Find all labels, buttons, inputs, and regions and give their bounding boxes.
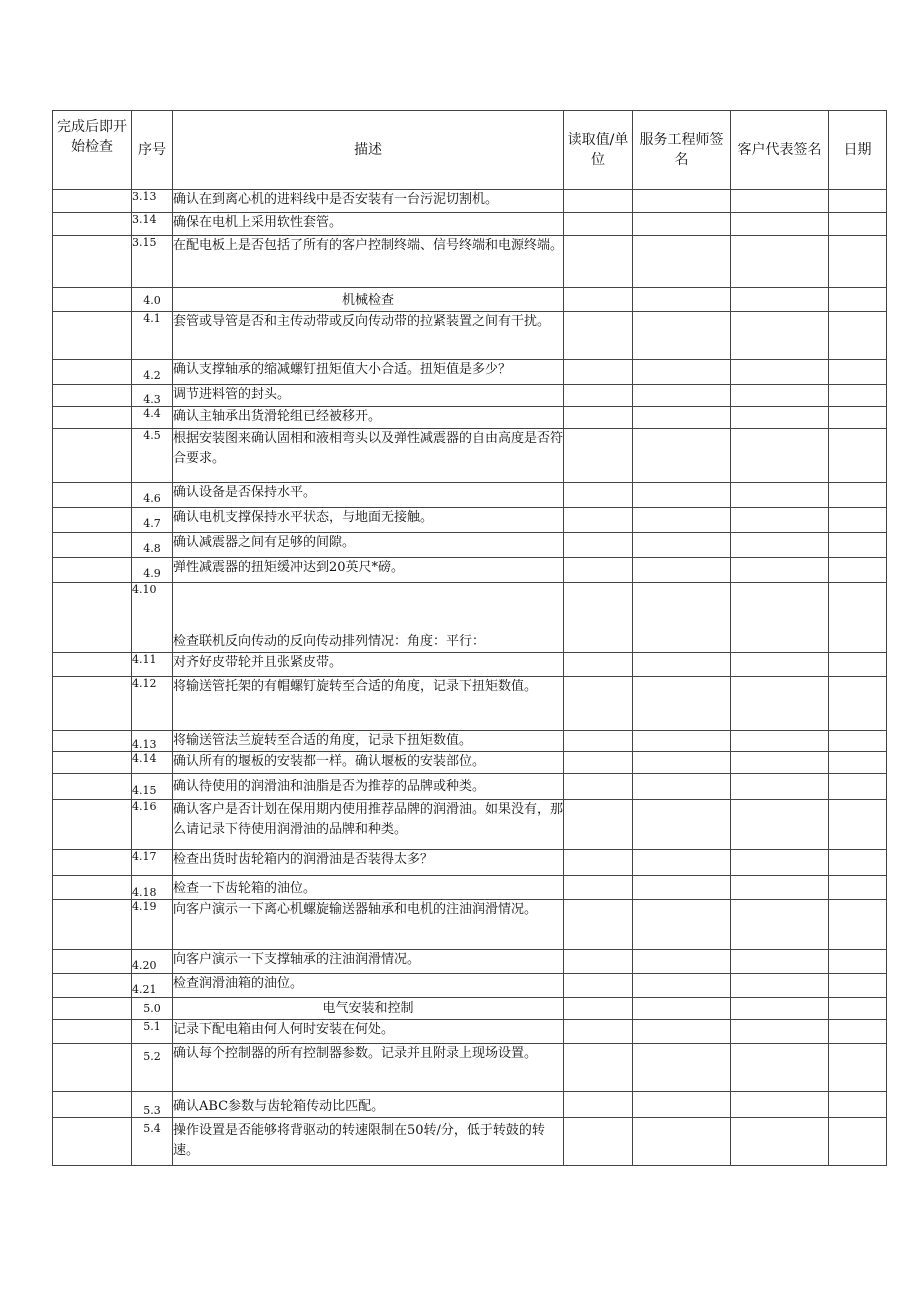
blank-cell <box>564 533 633 558</box>
table-row <box>53 385 887 407</box>
blank-cell <box>829 1092 887 1118</box>
row-number: 5.2 <box>132 1044 173 1092</box>
blank-cell <box>564 950 633 974</box>
blank-cell <box>731 677 829 731</box>
row-number: 4.16 <box>132 800 173 850</box>
blank-cell <box>53 1118 132 1166</box>
table-row <box>53 974 887 998</box>
row-number: 4.7 <box>132 508 173 533</box>
blank-cell <box>53 213 132 236</box>
row-description: 确认支撑轴承的缩减螺钉扭矩值大小合适。扭矩值是多少？ <box>173 360 564 385</box>
blank-cell <box>564 407 633 429</box>
header-date: 日期 <box>829 111 887 190</box>
blank-cell <box>731 533 829 558</box>
blank-cell <box>564 385 633 407</box>
row-number: 5.3 <box>132 1092 173 1118</box>
row-description: 确认ABC参数与齿轮箱传动比匹配。 <box>173 1092 564 1118</box>
row-number: 4.19 <box>132 900 173 950</box>
blank-cell <box>829 677 887 731</box>
table-row <box>53 900 887 950</box>
blank-cell <box>633 407 731 429</box>
row-description: 检查润滑油箱的油位。 <box>173 974 564 998</box>
blank-cell <box>829 876 887 900</box>
blank-cell <box>829 1044 887 1092</box>
blank-cell <box>633 950 731 974</box>
row-description: 确认待使用的润滑油和油脂是否为推荐的品牌或种类。 <box>173 774 564 800</box>
table-row <box>53 312 887 360</box>
row-description: 对齐好皮带轮并且张紧皮带。 <box>173 653 564 677</box>
blank-cell <box>564 1044 633 1092</box>
row-description: 向客户演示一下离心机螺旋输送器轴承和电机的注油润滑情况。 <box>173 900 564 950</box>
header-customer-sign: 客户代表签名 <box>731 111 829 190</box>
row-description: 确保在电机上采用软性套管。 <box>173 213 564 236</box>
row-number: 4.17 <box>132 850 173 876</box>
row-description: 根据安装图来确认固相和液相弯头以及弹性减震器的自由高度是否符合要求。 <box>173 429 564 483</box>
table-header-row <box>53 111 887 190</box>
row-number: 4.8 <box>132 533 173 558</box>
row-description: 检查一下齿轮箱的油位。 <box>173 876 564 900</box>
blank-cell <box>53 950 132 974</box>
blank-cell <box>633 385 731 407</box>
blank-cell <box>564 731 633 752</box>
blank-cell <box>564 850 633 876</box>
header-seq: 序号 <box>132 111 173 190</box>
blank-cell <box>53 800 132 850</box>
blank-cell <box>731 288 829 312</box>
blank-cell <box>564 190 633 213</box>
table-row <box>53 429 887 483</box>
table-row <box>53 731 887 752</box>
blank-cell <box>731 508 829 533</box>
row-description: 确认每个控制器的所有控制器参数。记录并且附录上现场设置。 <box>173 1044 564 1092</box>
table-row <box>53 190 887 213</box>
blank-cell <box>829 483 887 508</box>
row-description: 确认设备是否保持水平。 <box>173 483 564 508</box>
blank-cell <box>829 236 887 288</box>
blank-cell <box>731 974 829 998</box>
blank-cell <box>829 508 887 533</box>
blank-cell <box>633 731 731 752</box>
row-number: 3.14 <box>132 213 173 236</box>
blank-cell <box>633 800 731 850</box>
blank-cell <box>829 1020 887 1044</box>
row-number: 5.1 <box>132 1020 173 1044</box>
blank-cell <box>731 385 829 407</box>
header-engineer-sign: 服务工程师签名 <box>633 111 731 190</box>
row-number: 4.11 <box>132 653 173 677</box>
row-number: 4.2 <box>132 360 173 385</box>
blank-cell <box>633 752 731 774</box>
table-row <box>53 407 887 429</box>
table-row <box>53 850 887 876</box>
blank-cell <box>53 508 132 533</box>
row-description: 将输送管法兰旋转至合适的角度，记录下扭矩数值。 <box>173 731 564 752</box>
row-number: 4.6 <box>132 483 173 508</box>
blank-cell <box>829 752 887 774</box>
table-row <box>53 677 887 731</box>
blank-cell <box>731 752 829 774</box>
blank-cell <box>564 1118 633 1166</box>
blank-cell <box>633 900 731 950</box>
blank-cell <box>53 483 132 508</box>
blank-cell <box>564 774 633 800</box>
table-row <box>53 998 887 1020</box>
blank-cell <box>564 998 633 1020</box>
blank-cell <box>53 900 132 950</box>
blank-cell <box>564 752 633 774</box>
blank-cell <box>53 974 132 998</box>
table-row <box>53 583 887 653</box>
blank-cell <box>731 876 829 900</box>
blank-cell <box>829 558 887 583</box>
blank-cell <box>53 190 132 213</box>
blank-cell <box>633 1118 731 1166</box>
blank-cell <box>53 876 132 900</box>
blank-cell <box>564 900 633 950</box>
blank-cell <box>633 850 731 876</box>
blank-cell <box>564 558 633 583</box>
blank-cell <box>53 558 132 583</box>
blank-cell <box>633 483 731 508</box>
row-number: 4.5 <box>132 429 173 483</box>
blank-cell <box>829 190 887 213</box>
blank-cell <box>633 653 731 677</box>
row-description: 将输送管托架的有帽螺钉旋转至合适的角度，记录下扭矩数值。 <box>173 677 564 731</box>
blank-cell <box>633 533 731 558</box>
blank-cell <box>633 974 731 998</box>
blank-cell <box>53 677 132 731</box>
blank-cell <box>564 583 633 653</box>
blank-cell <box>53 1020 132 1044</box>
blank-cell <box>633 583 731 653</box>
blank-cell <box>633 1044 731 1092</box>
blank-cell <box>633 213 731 236</box>
blank-cell <box>633 190 731 213</box>
blank-cell <box>53 653 132 677</box>
blank-cell <box>829 407 887 429</box>
table-row <box>53 1092 887 1118</box>
blank-cell <box>731 950 829 974</box>
blank-cell <box>633 236 731 288</box>
blank-cell <box>633 774 731 800</box>
row-description: 检查联机反向传动的反向传动排列情况：角度：平行： <box>173 583 564 653</box>
row-number: 4.12 <box>132 677 173 731</box>
row-description: 向客户演示一下支撑轴承的注油润滑情况。 <box>173 950 564 974</box>
blank-cell <box>829 900 887 950</box>
table-row <box>53 1118 887 1166</box>
row-description: 检查出货时齿轮箱内的润滑油是否装得太多？ <box>173 850 564 876</box>
blank-cell <box>633 312 731 360</box>
blank-cell <box>53 385 132 407</box>
row-description: 记录下配电箱由何人何时安装在何处。 <box>173 1020 564 1044</box>
table-row <box>53 213 887 236</box>
blank-cell <box>53 429 132 483</box>
blank-cell <box>829 731 887 752</box>
blank-cell <box>633 1020 731 1044</box>
blank-cell <box>564 508 633 533</box>
blank-cell <box>53 288 132 312</box>
blank-cell <box>829 653 887 677</box>
row-number: 4.14 <box>132 752 173 774</box>
blank-cell <box>829 974 887 998</box>
blank-cell <box>564 876 633 900</box>
blank-cell <box>633 360 731 385</box>
blank-cell <box>564 360 633 385</box>
blank-cell <box>633 876 731 900</box>
blank-cell <box>829 774 887 800</box>
table-row <box>53 1044 887 1092</box>
table-row <box>53 483 887 508</box>
row-description: 在配电板上是否包括了所有的客户控制终端、信号终端和电源终端。 <box>173 236 564 288</box>
row-number: 4.15 <box>132 774 173 800</box>
blank-cell <box>564 483 633 508</box>
row-description: 弹性减震器的扭矩缓冲达到20英尺*磅。 <box>173 558 564 583</box>
blank-cell <box>564 1092 633 1118</box>
table-row <box>53 236 887 288</box>
blank-cell <box>53 407 132 429</box>
blank-cell <box>731 407 829 429</box>
row-description: 调节进料管的封头。 <box>173 385 564 407</box>
blank-cell <box>731 1118 829 1166</box>
blank-cell <box>829 850 887 876</box>
header-check-after: 完成后即开始检查 <box>53 111 132 190</box>
blank-cell <box>564 213 633 236</box>
row-number: 4.21 <box>132 974 173 998</box>
blank-cell <box>731 583 829 653</box>
row-number: 5.4 <box>132 1118 173 1166</box>
blank-cell <box>829 360 887 385</box>
blank-cell <box>53 1044 132 1092</box>
blank-cell <box>564 236 633 288</box>
row-number: 4.18 <box>132 876 173 900</box>
table-row <box>53 558 887 583</box>
blank-cell <box>731 850 829 876</box>
blank-cell <box>829 312 887 360</box>
table-row <box>53 288 887 312</box>
blank-cell <box>829 213 887 236</box>
blank-cell <box>564 429 633 483</box>
checklist-table <box>52 110 887 1166</box>
blank-cell <box>633 429 731 483</box>
row-number: 4.3 <box>132 385 173 407</box>
blank-cell <box>564 677 633 731</box>
blank-cell <box>564 312 633 360</box>
table-row <box>53 774 887 800</box>
blank-cell <box>53 1092 132 1118</box>
blank-cell <box>53 236 132 288</box>
blank-cell <box>53 774 132 800</box>
table-row <box>53 752 887 774</box>
blank-cell <box>731 213 829 236</box>
blank-cell <box>564 653 633 677</box>
row-number: 4.1 <box>132 312 173 360</box>
blank-cell <box>53 731 132 752</box>
table-row <box>53 876 887 900</box>
blank-cell <box>829 533 887 558</box>
row-number: 3.13 <box>132 190 173 213</box>
blank-cell <box>829 583 887 653</box>
blank-cell <box>731 312 829 360</box>
row-number: 4.9 <box>132 558 173 583</box>
blank-cell <box>731 731 829 752</box>
blank-cell <box>633 677 731 731</box>
row-number: 3.15 <box>132 236 173 288</box>
row-description: 确认主轴承出货滑轮组已经被移开。 <box>173 407 564 429</box>
table-row <box>53 800 887 850</box>
blank-cell <box>731 1044 829 1092</box>
row-number: 4.4 <box>132 407 173 429</box>
row-description: 机械检查 <box>173 288 564 312</box>
row-description: 套管或导管是否和主传动带或反向传动带的拉紧装置之间有干扰。 <box>173 312 564 360</box>
blank-cell <box>731 429 829 483</box>
row-description: 操作设置是否能够将背驱动的转速限制在50转/分，低于转鼓的转速。 <box>173 1118 564 1166</box>
row-number: 4.0 <box>132 288 173 312</box>
blank-cell <box>731 998 829 1020</box>
blank-cell <box>633 558 731 583</box>
blank-cell <box>731 236 829 288</box>
blank-cell <box>829 998 887 1020</box>
blank-cell <box>829 288 887 312</box>
blank-cell <box>731 900 829 950</box>
blank-cell <box>53 850 132 876</box>
blank-cell <box>564 974 633 998</box>
blank-cell <box>731 360 829 385</box>
blank-cell <box>53 533 132 558</box>
table-row <box>53 653 887 677</box>
blank-cell <box>53 752 132 774</box>
row-number: 4.13 <box>132 731 173 752</box>
blank-cell <box>731 800 829 850</box>
row-number: 4.10 <box>132 583 173 653</box>
table-row <box>53 950 887 974</box>
header-reading: 读取值/单位 <box>564 111 633 190</box>
blank-cell <box>53 312 132 360</box>
blank-cell <box>564 800 633 850</box>
blank-cell <box>829 1118 887 1166</box>
blank-cell <box>53 360 132 385</box>
blank-cell <box>829 385 887 407</box>
table-row <box>53 533 887 558</box>
row-number: 4.20 <box>132 950 173 974</box>
blank-cell <box>633 998 731 1020</box>
blank-cell <box>53 583 132 653</box>
table-row <box>53 508 887 533</box>
row-description: 确认客户是否计划在保用期内使用推荐品牌的润滑油。如果没有，那么请记录下待使用润滑油的品牌和种类。 <box>173 800 564 850</box>
blank-cell <box>829 800 887 850</box>
blank-cell <box>731 190 829 213</box>
row-description: 确认减震器之间有足够的间隙。 <box>173 533 564 558</box>
blank-cell <box>829 429 887 483</box>
blank-cell <box>633 1092 731 1118</box>
row-description: 确认所有的堰板的安装都一样。确认堰板的安装部位。 <box>173 752 564 774</box>
blank-cell <box>633 508 731 533</box>
row-description: 确认在到离心机的进料线中是否安装有一台污泥切割机。 <box>173 190 564 213</box>
blank-cell <box>564 1020 633 1044</box>
header-desc: 描述 <box>173 111 564 190</box>
blank-cell <box>731 483 829 508</box>
table-row <box>53 1020 887 1044</box>
blank-cell <box>731 558 829 583</box>
blank-cell <box>731 1020 829 1044</box>
blank-cell <box>731 653 829 677</box>
blank-cell <box>829 950 887 974</box>
blank-cell <box>731 774 829 800</box>
row-description: 电气安装和控制 <box>173 998 564 1020</box>
blank-cell <box>564 288 633 312</box>
blank-cell <box>731 1092 829 1118</box>
table-row <box>53 360 887 385</box>
blank-cell <box>53 998 132 1020</box>
row-number: 5.0 <box>132 998 173 1020</box>
row-description: 确认电机支撑保持水平状态，与地面无接触。 <box>173 508 564 533</box>
blank-cell <box>633 288 731 312</box>
